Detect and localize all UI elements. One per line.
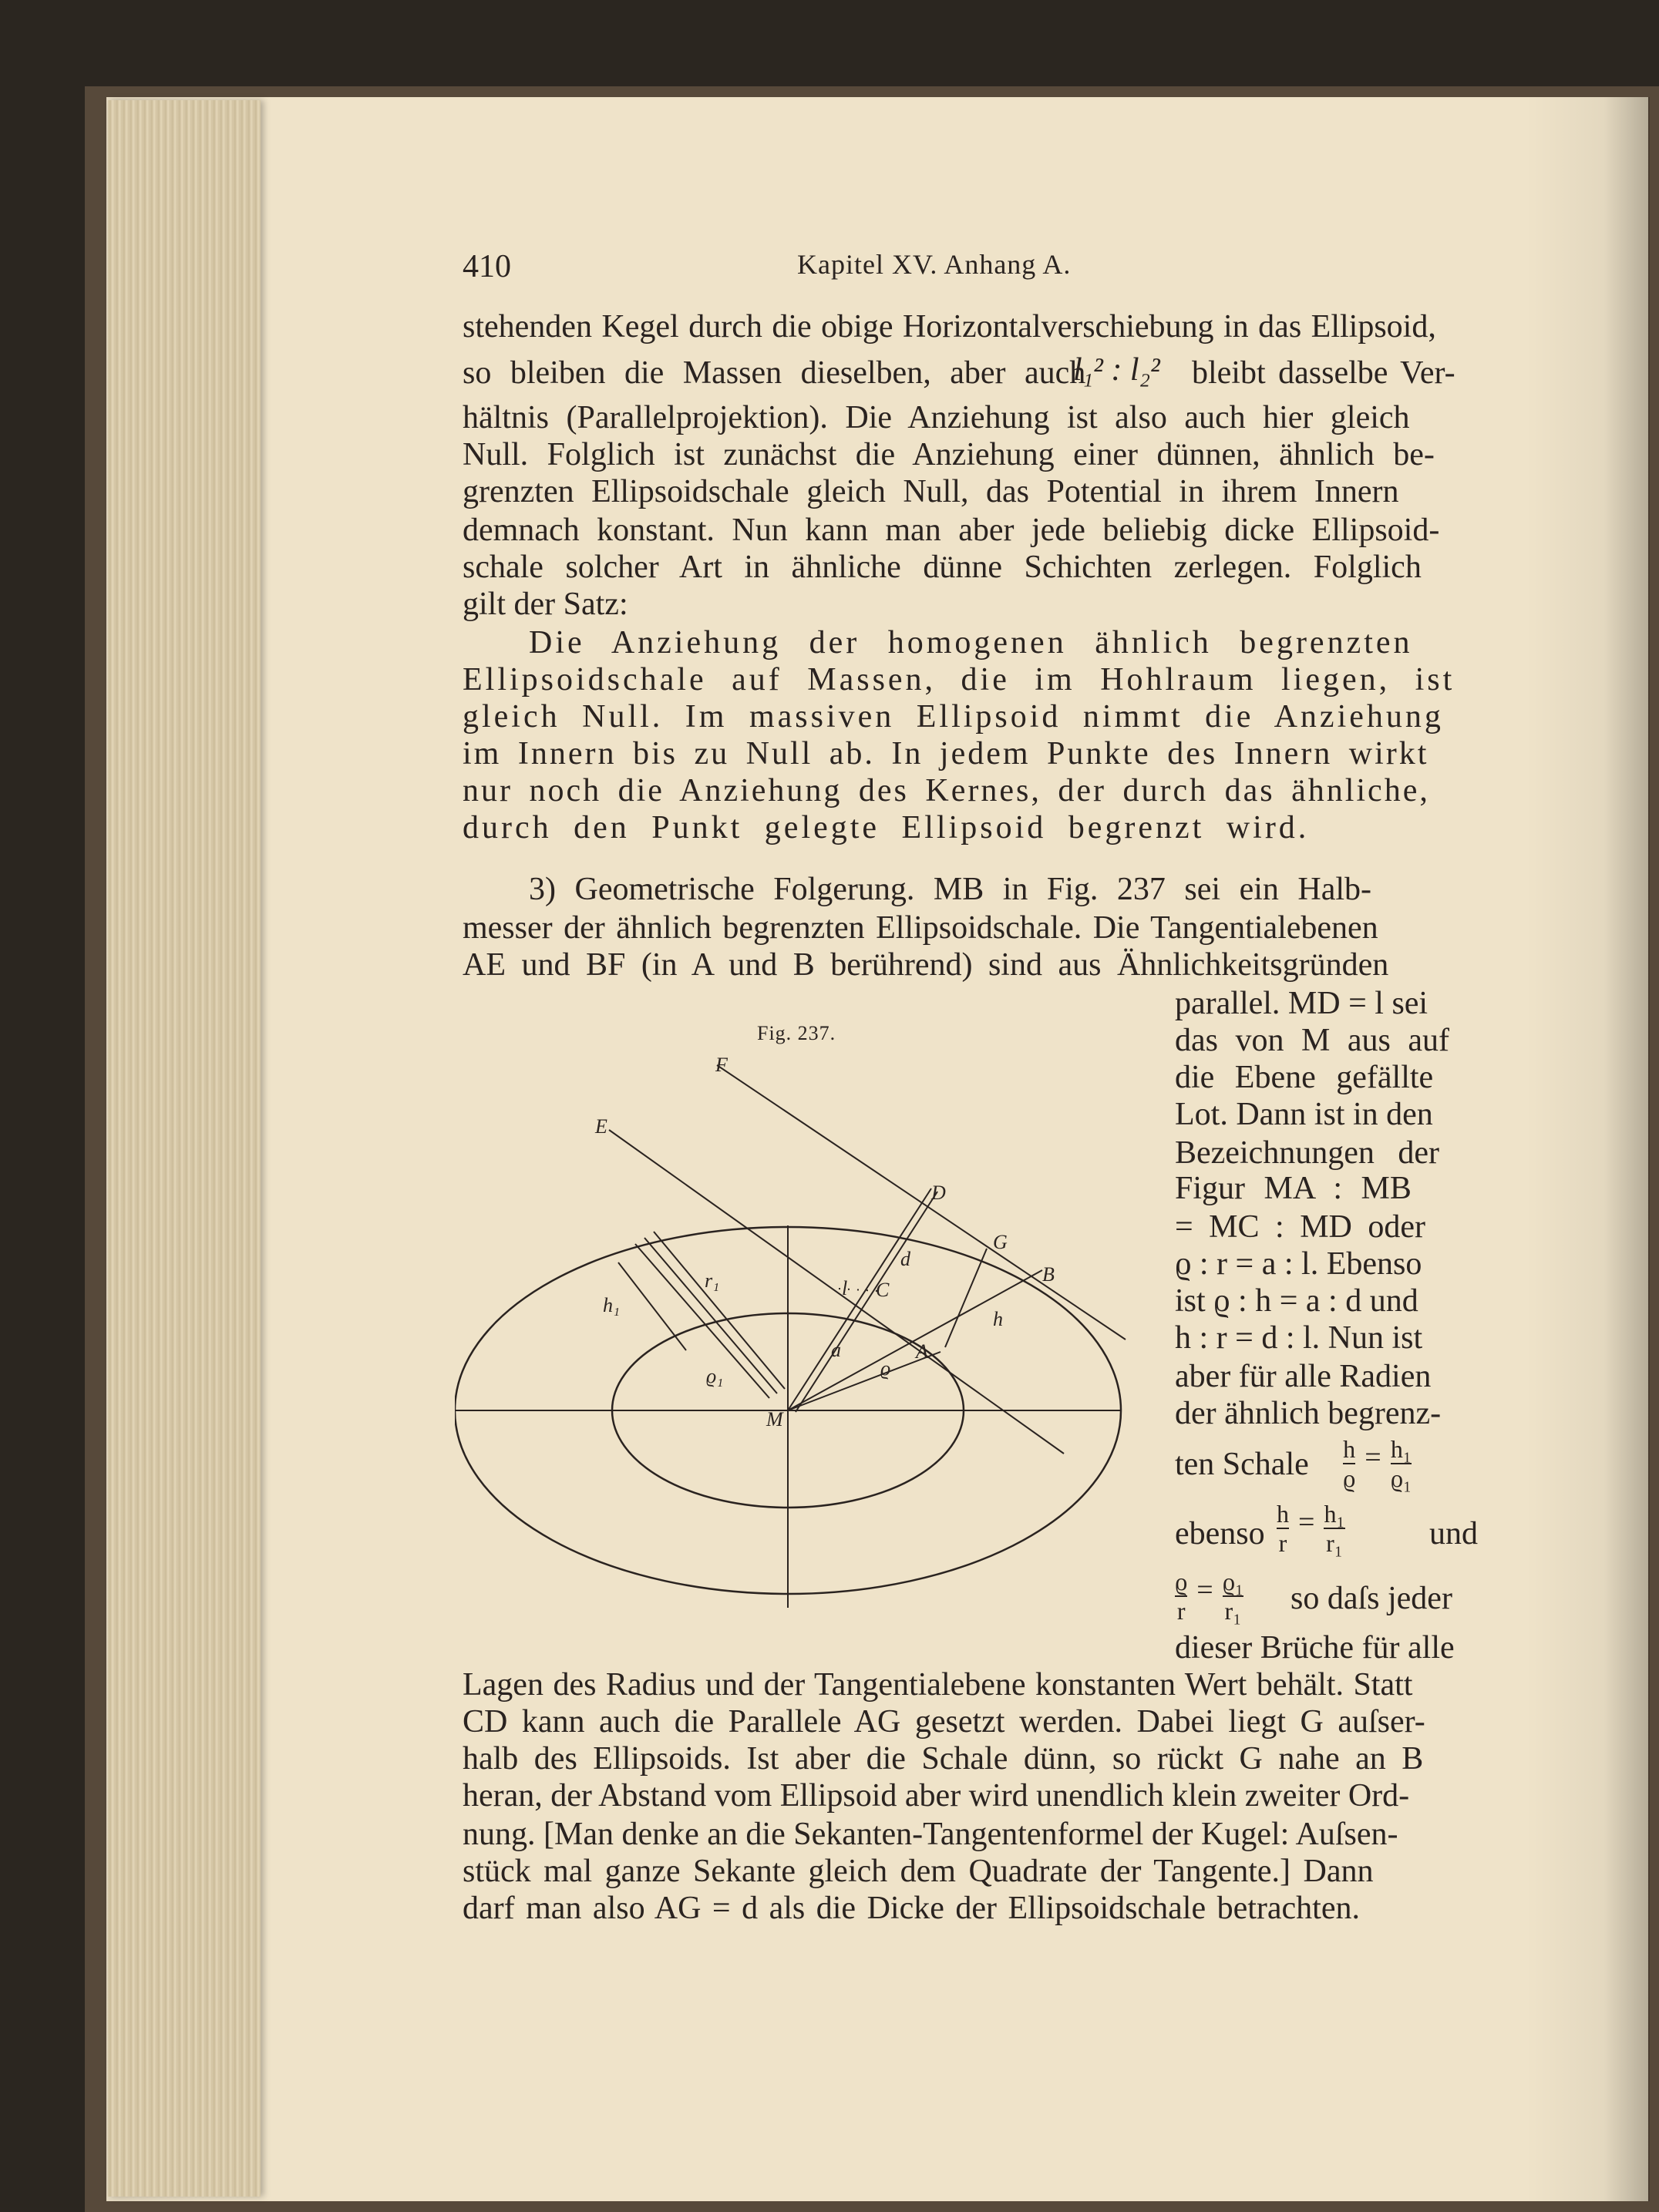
label-l: l [842,1277,848,1299]
frac-den-r1-2: r₁ [1224,1597,1242,1625]
text-line-r14b: und [1429,1516,1478,1551]
fraction-h-over-r [1277,1500,1345,1557]
text-line-r4: Lot. Dann ist in den [1175,1097,1433,1132]
text-line-3: hältnis (Parallelprojektion). Die Anziehung ist also auch hier gleich [463,400,1410,435]
text-line-r9: ist ϱ : h = a : d und [1175,1283,1418,1319]
text-line-r3: die Ebene gefällte [1175,1060,1434,1095]
label-r1: r₁ [705,1269,720,1292]
text-line-2b: bleibt dasselbe Ver- [1192,355,1455,391]
fraction-h-over-rho [1343,1435,1412,1492]
equals-sign: = [1365,1440,1381,1474]
rho1-marker-1 [635,1244,769,1398]
label-G: G [993,1231,1008,1253]
text-line-b6: stück mal ganze Sekante gleich dem Quadrate der Tangente.] Dann [463,1854,1374,1889]
running-title: Kapitel XV. Anhang A. [797,249,1072,280]
frac-num-h: h [1343,1435,1356,1463]
fraction-rho-over-r [1175,1568,1243,1625]
label-D: D [931,1182,946,1204]
text-line-r14: ebenso [1175,1516,1265,1551]
text-line-1: stehenden Kegel durch die obige Horizontalverschiebung in das Ellipsoid, [463,309,1436,345]
text-line-7: schale solcher Art in ähnliche dünne Schichten zerlegen. Folglich [463,550,1422,585]
ratio-l1-l2: l₁² : l₂² [1073,352,1160,388]
text-line-4: Null. Folglich ist zunächst die Anziehung einer dünnen, ähnlich be- [463,437,1435,472]
frac-den-r: r [1278,1529,1287,1557]
label-rho1: ϱ₁ [706,1365,724,1387]
equals-sign-2: = [1298,1505,1315,1538]
label-B: B [1042,1263,1055,1286]
equals-sign-3: = [1196,1573,1213,1606]
text-line-8: gilt der Satz: [463,587,628,622]
theorem-line-1: Die Anziehung der homogenen ähnlich begrenzten [529,625,1413,661]
theorem-line-4: im Innern bis zu Null ab. In jedem Punkte des Innern wirkt [463,736,1429,772]
segment-AG [945,1249,987,1347]
text-line-r11: aber für alle Radien [1175,1359,1432,1394]
text-line-5: grenzten Ellipsoidschale gleich Null, das Potential in ihrem Innern [463,474,1399,509]
text-line-r1: parallel. MD = l sei [1175,986,1428,1021]
label-rho: ϱ [880,1357,891,1380]
page-number: 410 [463,249,511,284]
perpendicular-MD-shade [796,1192,937,1412]
perpendicular-MD [788,1188,931,1410]
text-line-r2: das von M aus auf [1175,1023,1449,1058]
text-line-b7: darf man also AG = d als die Dicke der Ellipsoidschale betrachten. [463,1891,1360,1926]
label-F: F [715,1056,728,1076]
label-d: d [900,1248,910,1270]
text-line-g3: AE und BF (in A und B berührend) sind aus Ähnlichkeitsgründen [463,947,1389,983]
text-line-r10: h : r = d : l. Nun ist [1175,1320,1423,1356]
page-edges [108,100,261,2197]
text-line-r8: ϱ : r = a : l. Ebenso [1175,1246,1422,1282]
theorem-line-2: Ellipsoidschale auf Massen, die im Hohlraum liegen, ist [463,662,1455,698]
theorem-line-6: durch den Punkt gelegte Ellipsoid begrenzt wird. [463,810,1310,845]
radius-MB [788,1270,1042,1410]
tangent-plane-BF [717,1065,1126,1340]
theorem-line-3: gleich Null. Im massiven Ellipsoid nimmt die Anziehung [463,699,1444,735]
text-line-b3: halb des Ellipsoids. Ist aber die Schale dünn, so rückt G nahe an B [463,1741,1424,1777]
theorem-line-5: nur noch die Anziehung des Kernes, der durch das ähnliche, [463,773,1430,808]
text-line-b2: CD kann auch die Parallele AG gesetzt werden. Dabei liegt G auſser- [463,1704,1425,1740]
label-M: M [766,1408,783,1430]
label-h1: h₁ [603,1294,621,1316]
label-C: C [876,1279,890,1301]
label-E: E [595,1115,607,1138]
label-a: a [831,1339,841,1361]
frac-num-rho1: ϱ₁ [1222,1568,1244,1595]
text-line-g2: messer der ähnlich begrenzten Ellipsoidschale. Die Tangentialebenen [463,910,1378,946]
frac-num-h1-2: h₁ [1324,1500,1345,1528]
text-line-6: demnach konstant. Nun kann man aber jede beliebig dicke Ellipsoid- [463,513,1440,548]
frac-num-h1: h₁ [1390,1435,1412,1463]
figure-237-ellipsoid-diagram [455,1056,1133,1626]
frac-den-rho: ϱ [1343,1464,1356,1492]
frac-num-rho: ϱ [1175,1568,1188,1595]
text-line-r12: der ähnlich begrenz- [1175,1396,1442,1431]
page-gutter-shadow [1603,97,1650,2201]
text-line-b1: Lagen des Radius und der Tangentialebene konstanten Wert behält. Statt [463,1667,1413,1703]
text-line-r7: = MC : MD oder [1175,1209,1426,1245]
label-A: A [916,1340,928,1363]
figure-caption: Fig. 237. [757,1022,836,1044]
label-h: h [993,1308,1003,1330]
text-line-b5: nung. [Man denke an die Sekanten-Tangentenformel der Kugel: Auſsen- [463,1817,1398,1852]
frac-num-h-2: h [1277,1500,1289,1528]
text-line-r13: ten Schale [1175,1447,1309,1482]
frac-den-r-2: r [1176,1597,1186,1625]
text-line-r6: Figur MA : MB [1175,1171,1412,1206]
text-line-b4: heran, der Abstand vom Ellipsoid aber wird unendlich klein zweiter Ord- [463,1778,1410,1814]
frac-den-rho1: ϱ₁ [1390,1464,1412,1492]
text-line-r5: Bezeichnungen der [1175,1135,1440,1171]
text-line-2a: so bleiben die Massen dieselben, aber auch [463,355,1086,391]
text-line-g1: 3) Geometrische Folgerung. MB in Fig. 237 sei ein Halb- [529,872,1372,907]
frac-den-r1: r₁ [1326,1529,1343,1557]
text-line-r16: dieser Brüche für alle [1175,1630,1455,1666]
text-line-r15: so daſs jeder [1291,1581,1452,1616]
